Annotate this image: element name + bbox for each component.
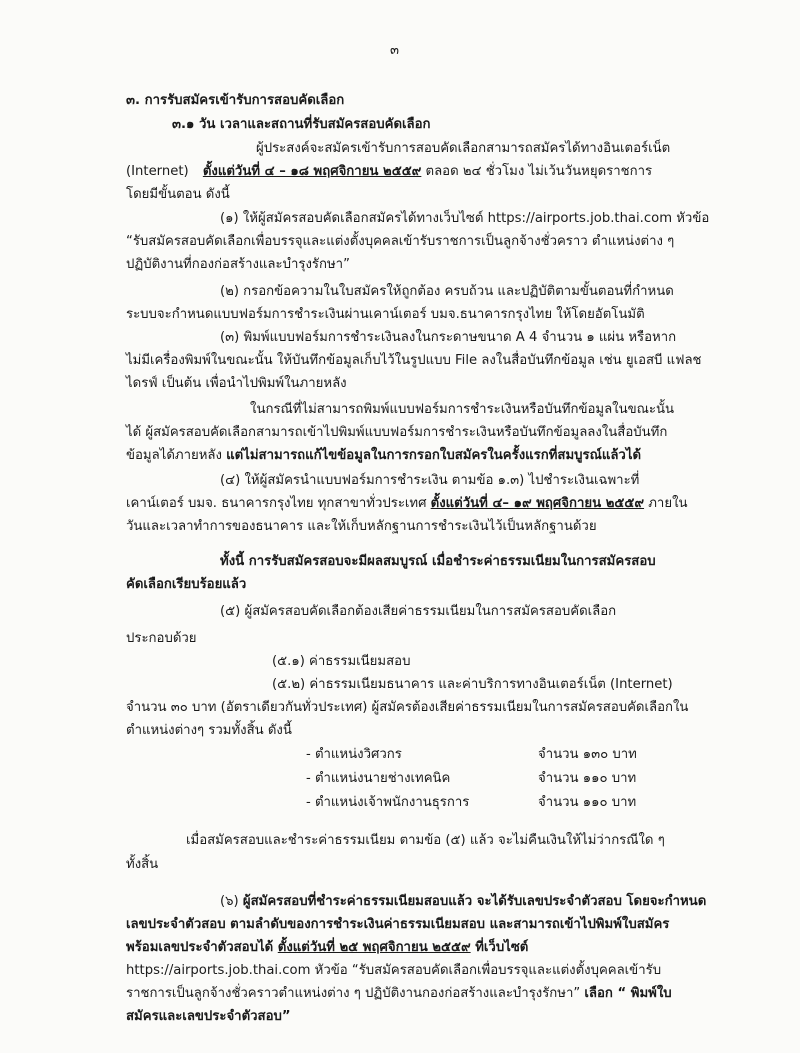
step-4-line: (๔) ให้ผู้สมัครนำแบบฟอร์มการชำระเงิน ตามข้อ ๑.๓) ไปชำระเงินเฉพาะที่ [220, 473, 640, 488]
step-1-line: ปฏิบัติงานที่กองก่อสร้างและบำรุงรักษา” [126, 257, 350, 272]
step-6-line: เลขประจำตัวสอบ ตามลำดับของการชำระเงินค่าธรรมเนียมสอบ และสามารถเข้าไปพิมพ์ใบสมัคร [126, 917, 670, 932]
section-heading: ๓. การรับสมัครเข้ารับการสอบคัดเลือก [126, 93, 345, 108]
step-6-line: https://airports.job.thai.com หัวข้อ “รับสมัครสอบคัดเลือกเพื่อบรรจุและแต่งตั้งบุคคลเข้ารับ [126, 963, 662, 978]
step-5-line: ตำแหน่งต่างๆ รวมทั้งสิ้น ดังนี้ [126, 723, 292, 738]
refund-note-line: เมื่อสมัครสอบและชำระค่าธรรมเนียม ตามข้อ (๕) แล้ว จะไม่คืนเงินให้ไม่ว่ากรณีใด ๆ [186, 833, 665, 848]
fee-position-name: - ตำแหน่งวิศวกร [306, 747, 402, 762]
completion-note-line: ทั้งนี้ การรับสมัครสอบจะมีผลสมบูรณ์ เมื่อชำระค่าธรรมเนียมในการสมัครสอบ [220, 554, 656, 569]
step-6-line [220, 893, 706, 911]
completion-note-line: คัดเลือกเรียบร้อยแล้ว [126, 577, 247, 592]
step-3-line: (๓) พิมพ์แบบฟอร์มการชำระเงินลงในกระดาษขนาด A 4 จำนวน ๑ แผ่น หรือหาก [220, 330, 677, 345]
step-2-line: ระบบจะกำหนดแบบฟอร์มการชำระเงินผ่านเคาน์เตอร์ บมจ.ธนาคารกรุงไทย ให้โดยอัตโนมัติ [126, 307, 645, 322]
step-6-line [126, 985, 672, 1003]
step-1-line: “รับสมัครสอบคัดเลือกเพื่อบรรจุและแต่งตั้งบุคคลเข้ารับราชการเป็นลูกจ้างชั่วคราว ตำแหน่งต่าง ๆ [126, 234, 675, 249]
text-run: ภายใน [644, 496, 688, 511]
date-range-payment: ตั้งแต่วันที่ ๔– ๑๙ พฤศจิกายน ๒๕๕๙ [430, 496, 645, 511]
step-3-note-line: ได้ ผู้สมัครสอบคัดเลือกสามารถเข้าไปพิมพ์แบบฟอร์มการชำระเงินหรือบันทึกข้อมูลลงในสื่อบันทึก [126, 425, 668, 440]
fee-item-bank: (๕.๒) ค่าธรรมเนียมธนาคาร และค่าบริการทางอินเตอร์เน็ต (Internet) [272, 677, 673, 692]
fee-amount: จำนวน ๑๑๐ บาท [538, 771, 637, 786]
paragraph-line [126, 163, 652, 181]
step-6-line: สมัครและเลขประจำตัวสอบ” [126, 1009, 291, 1024]
paragraph-line: โดยมีขั้นตอน ดังนี้ [126, 187, 230, 202]
paragraph-line: ผู้ประสงค์จะสมัครเข้ารับการสอบคัดเลือกสามารถสมัครได้ทางอินเตอร์เน็ต [256, 141, 671, 156]
step-2-line: (๒) กรอกข้อความในใบสมัครให้ถูกต้อง ครบถ้วน และปฏิบัติตามขั้นตอนที่กำหนด [220, 284, 674, 299]
step-6-line [126, 939, 528, 957]
text-run: ที่เว็บไซต์ [470, 940, 529, 955]
step-4-line [126, 495, 688, 513]
step-5-line: ประกอบด้วย [126, 631, 197, 646]
text-run: เคาน์เตอร์ บมจ. ธนาคารกรุงไทย ทุกสาขาทั่วประเทศ [126, 496, 431, 511]
fee-item-exam: (๕.๑) ค่าธรรมเนียมสอบ [272, 654, 411, 669]
text-run: ผู้สมัครสอบที่ชำระค่าธรรมเนียมสอบแล้ว จะได้รับเลขประจำตัวสอบ โดยจะกำหนด [242, 894, 707, 909]
step-5-line: (๕) ผู้สมัครสอบคัดเลือกต้องเสียค่าธรรมเนียมในการสมัครสอบคัดเลือก [220, 604, 617, 619]
date-range-application: ตั้งแต่วันที่ ๔ – ๑๘ พฤศจิกายน ๒๕๕๙ [202, 164, 422, 179]
step-3-note-line [126, 447, 641, 465]
step-3-note-line: ในกรณีที่ไม่สามารถพิมพ์แบบฟอร์มการชำระเงินหรือบันทึกข้อมูลในขณะนั้น [250, 402, 674, 417]
fee-position-name: - ตำแหน่งเจ้าพนักงานธุรการ [306, 795, 470, 810]
no-edit-warning: แต่ไม่สามารถแก้ไขข้อมูลในการกรอกใบสมัครในครั้งแรกที่สมบูรณ์แล้วได้ [226, 448, 642, 463]
step-1-line: (๑) ให้ผู้สมัครสอบคัดเลือกสมัครได้ทางเว็บไซต์ https://airports.job.thai.com หัวข้อ [220, 211, 710, 226]
refund-note-line: ทั้งสิ้น [126, 857, 159, 872]
text-run: ข้อมูลได้ภายหลัง [126, 448, 227, 463]
fee-amount: จำนวน ๑๑๐ บาท [538, 795, 637, 810]
text-run: ราชการเป็นลูกจ้างชั่วคราวตำแหน่งต่าง ๆ ปฏิบัติงานกองก่อสร้างและบำรุงรักษา” [126, 986, 585, 1001]
text-run: (Internet) [126, 164, 189, 179]
text-run: เลือก “ พิมพ์ใบ [584, 986, 672, 1001]
text-run: (๖) [220, 894, 243, 909]
step-4-line: วันและเวลาทำการของธนาคาร และให้เก็บหลักฐานการชำระเงินไว้เป็นหลักฐานด้วย [126, 519, 597, 534]
fee-amount: จำนวน ๑๓๐ บาท [538, 747, 637, 762]
subsection-heading: ๓.๑ วัน เวลาและสถานที่รับสมัครสอบคัดเลือก [172, 117, 431, 132]
step-3-line: ไม่มีเครื่องพิมพ์ในขณะนั้น ให้บันทึกข้อมูลเก็บไว้ในรูปแบบ File ลงในสื่อบันทึกข้อมูล เช่น ยูเอสบี แฟลช [126, 353, 702, 368]
step-3-line: ไดรฟ์ เป็นต้น เพื่อนำไปพิมพ์ในภายหลัง [126, 376, 347, 391]
fee-position-name: - ตำแหน่งนายช่างเทคนิค [306, 771, 451, 786]
text-run: พร้อมเลขประจำตัวสอบได้ [126, 940, 278, 955]
step-5-line: จำนวน ๓๐ บาท (อัตราเดียวกันทั่วประเทศ) ผู้สมัครต้องเสียค่าธรรมเนียมในการสมัครสอบคัดเลือกใน [126, 700, 689, 715]
date-print-start: ตั้งแต่วันที่ ๒๕ พฤศจิกายน ๒๕๕๙ [277, 940, 471, 955]
text-run: ตลอด ๒๔ ชั่วโมง ไม่เว้นวันหยุดราชการ [421, 164, 653, 179]
page-number: ๓ [390, 43, 400, 58]
